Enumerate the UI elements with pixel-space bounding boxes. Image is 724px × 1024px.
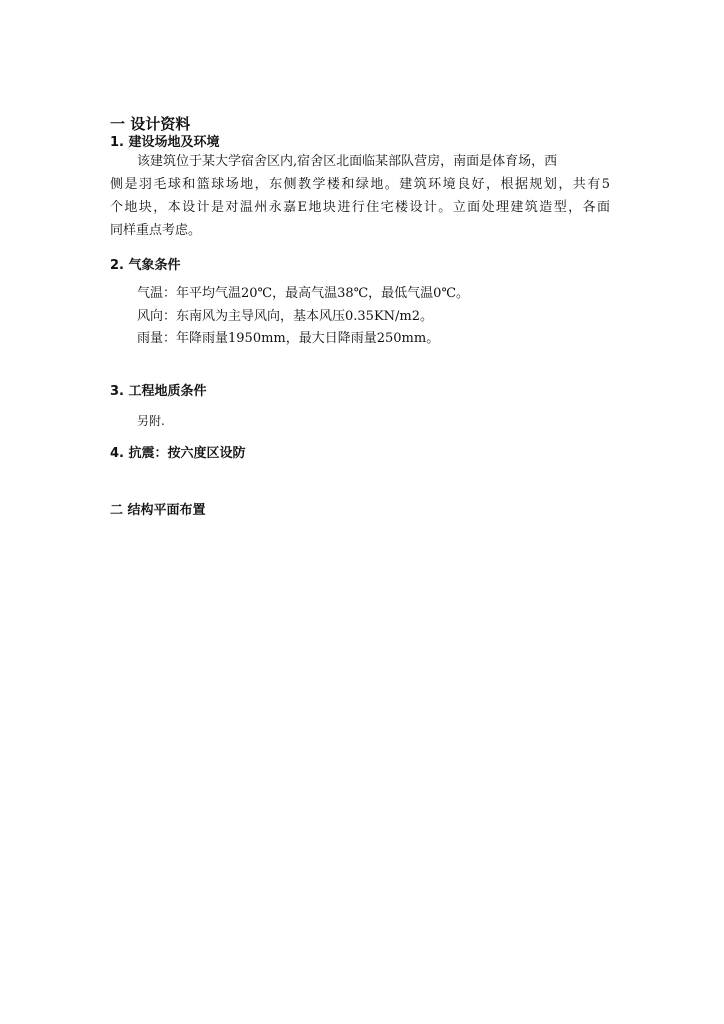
subsection-2-title: 2. 气象条件 bbox=[110, 258, 181, 273]
weather-rainfall: 雨量：年降雨量1950mm，最大日降雨量250mm。 bbox=[137, 331, 440, 346]
paragraph-line-2: 侧是羽毛球和篮球场地，东侧教学楼和绿地。建筑环境良好，根据规划，共有5 bbox=[110, 177, 610, 192]
subsection-3-title: 3. 工程地质条件 bbox=[110, 384, 207, 399]
section-2-title: 二 结构平面布置 bbox=[110, 503, 206, 518]
subsection-1-title: 1. 建设场地及环境 bbox=[110, 135, 220, 150]
weather-temperature: 气温：年平均气温20℃，最高气温38℃，最低气温0℃。 bbox=[137, 286, 469, 301]
weather-wind: 风向：东南风为主导风向，基本风压0.35KN/m2。 bbox=[137, 309, 434, 324]
paragraph-line-1: 该建筑位于某大学宿舍区内,宿舍区北面临某部队营房，南面是体育场，西 bbox=[137, 154, 558, 169]
paragraph-line-4: 同样重点考虑。 bbox=[110, 223, 202, 238]
geology-note: 另附. bbox=[137, 414, 165, 428]
subsection-4-title: 4. 抗震：按六度区设防 bbox=[110, 446, 246, 461]
section-1-title: 一 设计资料 bbox=[110, 115, 191, 133]
paragraph-line-3: 个地块，本设计是对温州永嘉E地块进行住宅楼设计。立面处理建筑造型，各面 bbox=[110, 200, 610, 215]
